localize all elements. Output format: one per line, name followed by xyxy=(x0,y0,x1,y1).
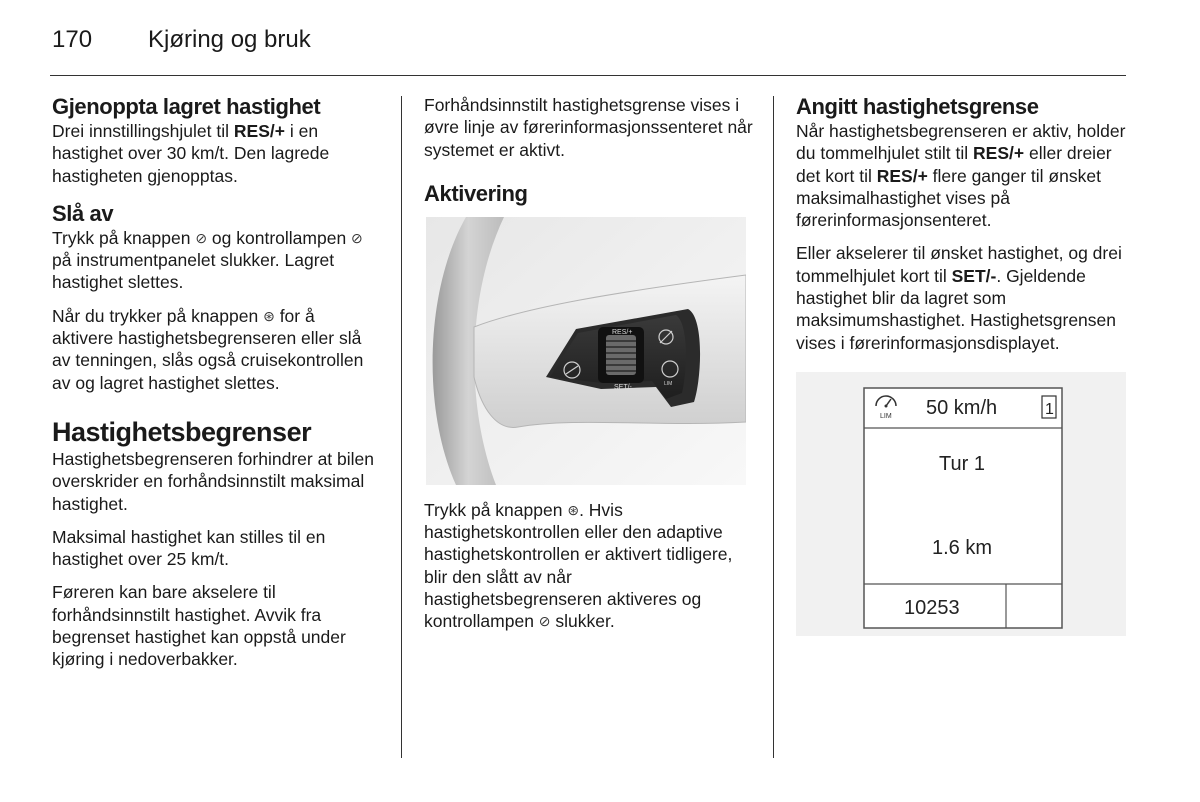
paragraph-switch-off: Trykk på knappen ⊘ og kontrollampen ⊘ på instrumentpanelet slukker. Lagret hastighet slettes. xyxy=(52,227,363,293)
wheel-set-label: SET/- xyxy=(614,383,632,391)
steering-wheel-figure xyxy=(426,217,754,485)
driver-info-display-figure xyxy=(796,372,1128,636)
speed-limiter-icon: ⊛ xyxy=(567,501,580,518)
page-indicator: 1 xyxy=(1045,400,1054,418)
page-number: 170 xyxy=(52,26,93,53)
cruise-control-off-icon: ⊘ xyxy=(538,613,551,630)
paragraph-limiter-min-speed: Maksimal hastighet kan stilles til en hastighet over 25 km/t. xyxy=(52,526,326,570)
column-left xyxy=(52,94,380,682)
paragraph-set-limit-res: Når hastighetsbegrenseren er aktiv, holder du tommelhjulet stilt til RES/+ eller dreier det kort til RES/+ flere ganger til ønsket maksimalhastighet vises på førerinformasjonsenteret. xyxy=(796,121,1126,231)
heading-activation: Aktivering xyxy=(424,180,528,206)
driver-info-display xyxy=(796,372,1126,636)
cruise-control-off-icon: ⊘ xyxy=(351,229,363,246)
res-plus-label: RES/+ xyxy=(233,121,285,141)
trip-label: Tur 1 xyxy=(939,452,985,475)
paragraph-set-limit-set: Eller akselerer til ønsket hastighet, og drei tommelhjulet kort til SET/-. Gjeldende hastighet blir da lagret som maksimumshastighet. Hastighetsgrensen vises i førerinformasjonsdisplayet. xyxy=(796,243,1122,353)
wheel-res-label: RES/+ xyxy=(612,328,633,336)
heading-speed-limiter: Hastighetsbegrenser xyxy=(52,416,312,447)
speed-limiter-icon: ⊛ xyxy=(263,307,275,324)
column-divider-1 xyxy=(401,96,402,758)
paragraph-limiter-activation-note: Når du trykker på knappen ⊛ for å aktivere hastighetsbegrenseren eller slå av tenningen, slås også cruisekontrollen av og lagret hastighet slettes. xyxy=(52,305,364,393)
heading-switch-off: Slå av xyxy=(52,200,114,226)
trip-distance: 1.6 km xyxy=(932,536,993,559)
column-middle xyxy=(424,94,754,644)
steering-wheel-illustration xyxy=(426,217,746,485)
paragraph-activation: Trykk på knappen ⊛. Hvis hastighetskontrollen eller den adaptive hastighetskontrollen er aktivert tidligere, blir den slått av når hastighetsbegrenseren aktiveres og kontrollampen ⊘ slukker. xyxy=(424,499,733,632)
paragraph-resume: Drei innstillingshjulet til RES/+ i en hastighet over 30 km/t. Den lagrede hastigheten gjenopptas. xyxy=(52,121,330,186)
limit-speed-value: 50 km/h xyxy=(926,396,998,419)
column-divider-2 xyxy=(773,96,774,758)
lim-label: LIM xyxy=(880,412,892,420)
section-title: Kjøring og bruk xyxy=(148,26,311,53)
paragraph-preset-limit: Forhåndsinnstilt hastighetsgrense vises i øvre linje av førerinformasjonssenteret når systemet er aktivt. xyxy=(424,95,753,160)
svg-text:LIM: LIM xyxy=(664,380,673,387)
odometer-value: 10253 xyxy=(904,596,960,619)
column-right xyxy=(796,94,1128,636)
paragraph-limiter-driver: Føreren kan bare akselere til forhåndsinnstilt hastighet. Avvik fra begrenset hastighet kan oppstå under kjøring i nedoverbakker. xyxy=(52,582,346,670)
header-rule xyxy=(50,75,1126,76)
cruise-control-off-icon: ⊘ xyxy=(195,229,208,246)
heading-resume-speed: Gjenoppta lagret hastighet xyxy=(52,94,321,119)
paragraph-limiter-intro: Hastighetsbegrenseren forhindrer at bilen overskrider en forhåndsinnstilt maksimal hastighet. xyxy=(52,448,374,514)
heading-set-limit: Angitt hastighetsgrense xyxy=(796,94,1039,119)
